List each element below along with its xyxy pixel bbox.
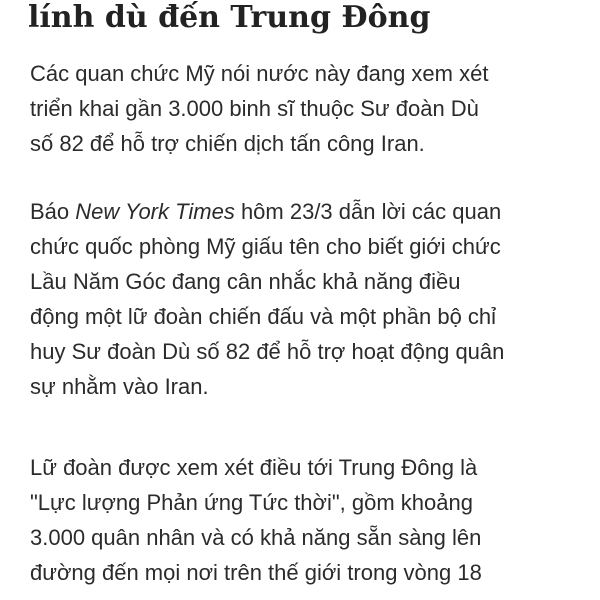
article-paragraph-2 <box>30 194 504 404</box>
source-name: New York Times <box>75 199 235 224</box>
paragraph-line: sự nhằm vào Iran. <box>30 374 209 399</box>
paragraph-line <box>30 194 504 229</box>
paragraph-line: "Lực lượng Phản ứng Tức thời", gồm khoảng <box>30 490 473 515</box>
article-paragraph-1 <box>30 56 488 161</box>
paragraph-lead-rest: hôm 23/3 dẫn lời các quan <box>234 199 502 224</box>
paragraph-lead: Báo <box>30 199 76 224</box>
paragraph-line: đường đến mọi nơi trên thế giới trong vòng 18 <box>30 560 482 585</box>
paragraph-line: chức quốc phòng Mỹ giấu tên cho biết giới chức <box>30 234 501 259</box>
article-headline: lính dù đến Trung Đông <box>28 0 431 35</box>
paragraph-line: Các quan chức Mỹ nói nước này đang xem xét <box>30 61 489 86</box>
paragraph-line: huy Sư đoàn Dù số 82 để hỗ trợ hoạt động quân <box>30 339 505 364</box>
paragraph-line: 3.000 quân nhân và có khả năng sẵn sàng lên <box>30 525 482 550</box>
paragraph-line: số 82 để hỗ trợ chiến dịch tấn công Iran. <box>30 131 425 156</box>
paragraph-line: triển khai gần 3.000 binh sĩ thuộc Sư đoàn Dù <box>30 96 479 121</box>
paragraph-line: Lầu Năm Góc đang cân nhắc khả năng điều <box>30 269 461 294</box>
paragraph-line: động một lữ đoàn chiến đấu và một phần bộ chỉ <box>30 304 497 329</box>
article-paragraph-3 <box>30 450 482 590</box>
paragraph-line: Lữ đoàn được xem xét điều tới Trung Đông là <box>30 455 478 480</box>
